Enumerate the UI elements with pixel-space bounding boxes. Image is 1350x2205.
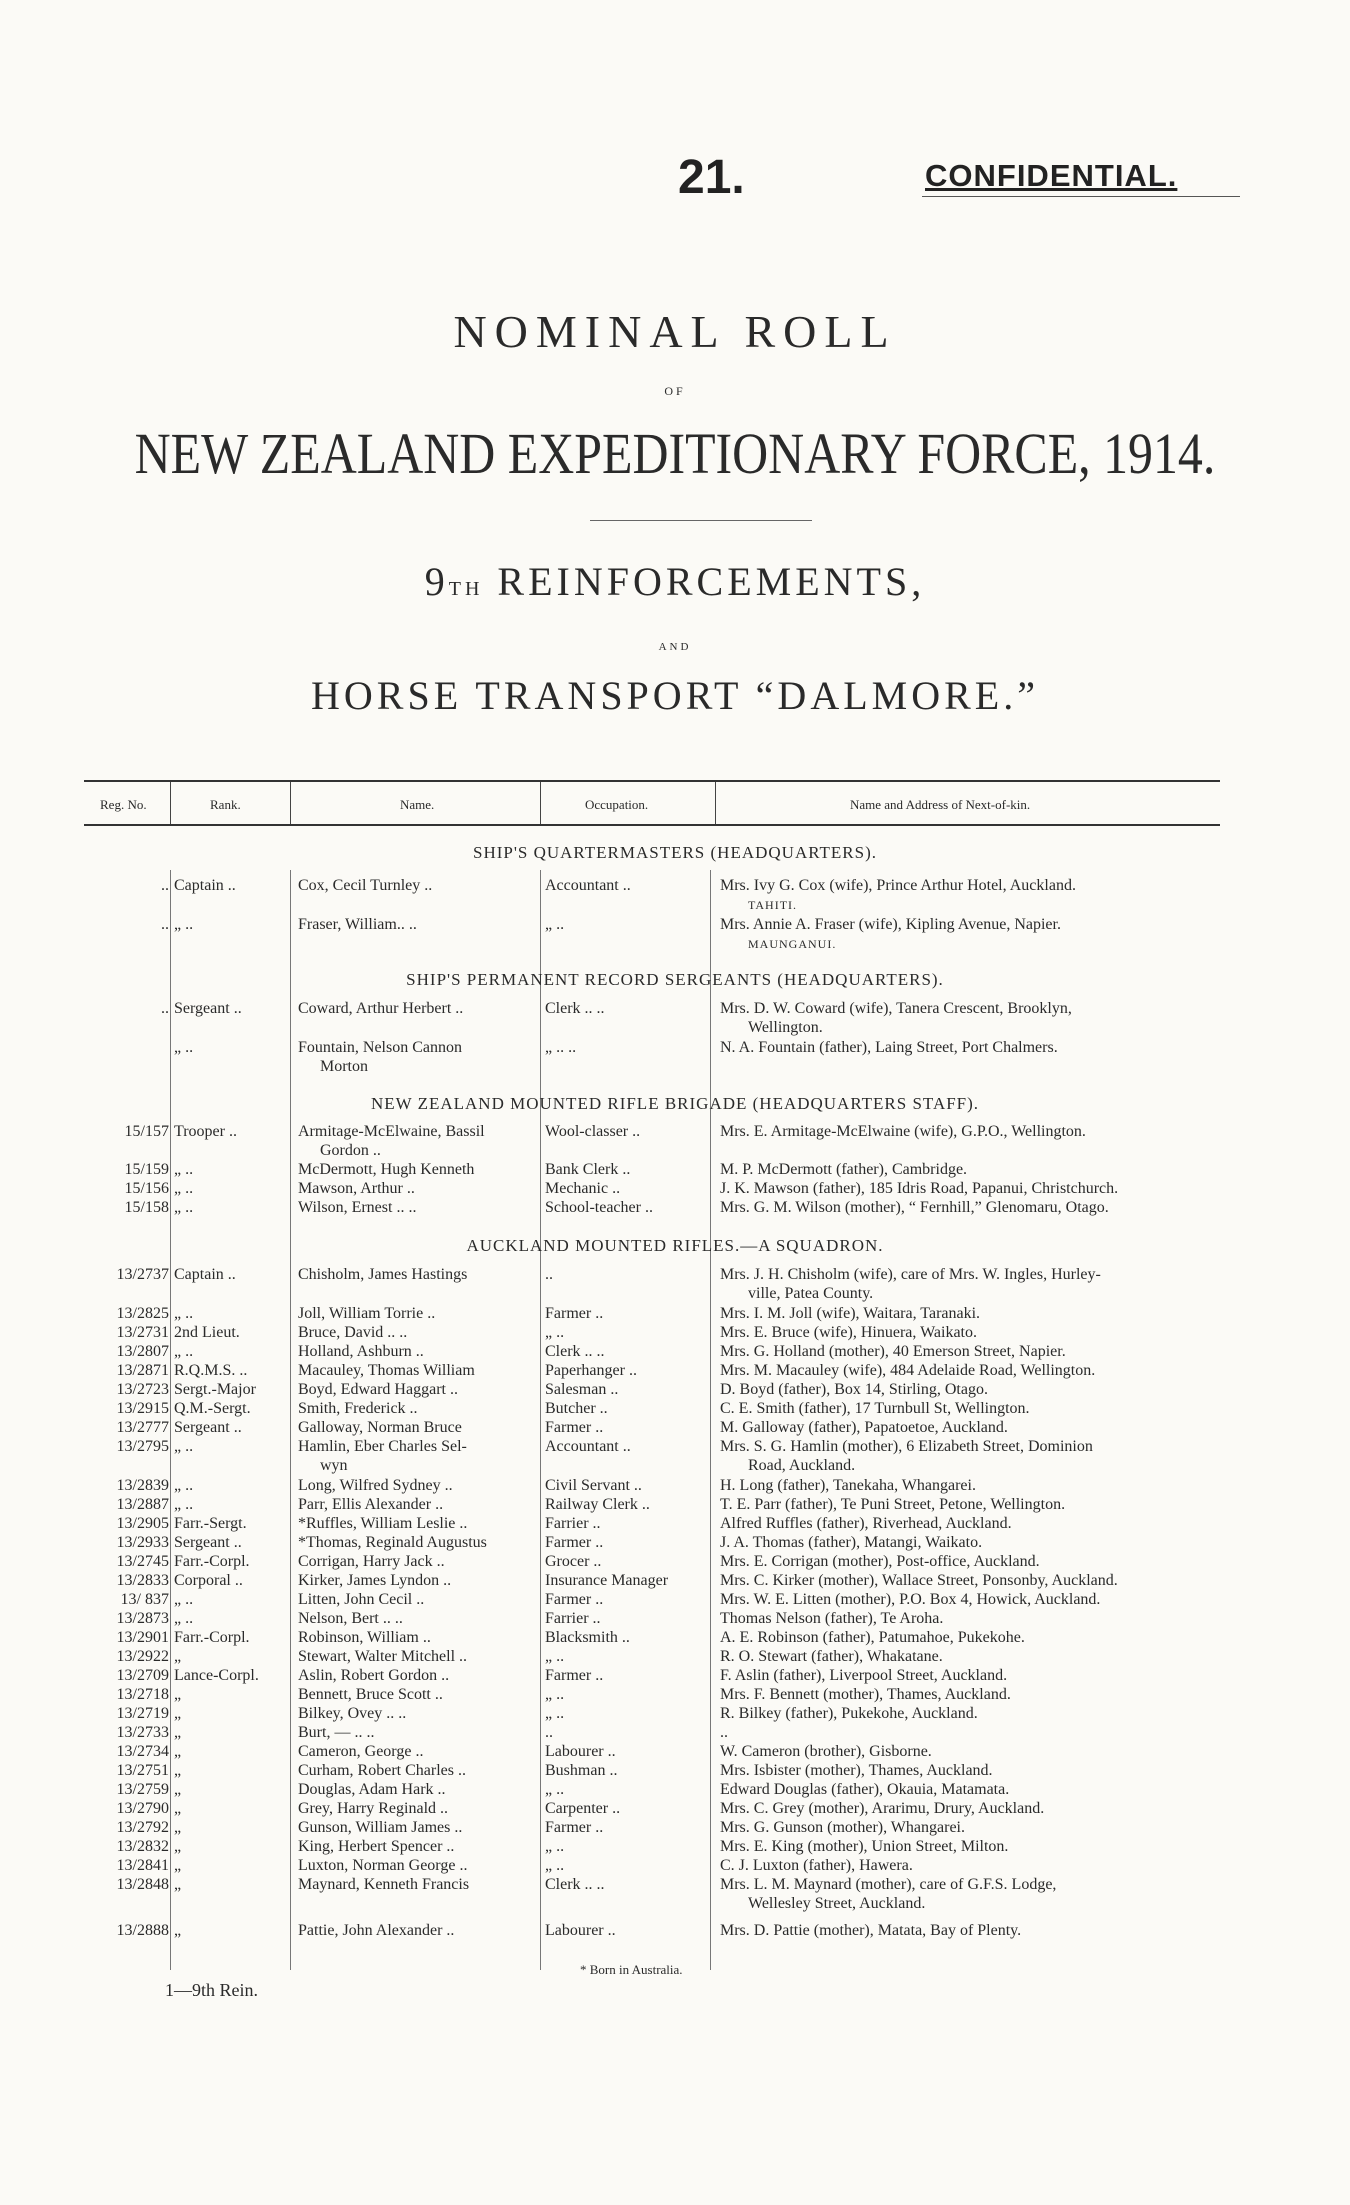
soldier-name: Luxton, Norman George .. [298,1857,468,1874]
soldier-name: Gunson, William James .. [298,1819,463,1836]
rank: „ .. [174,1477,194,1494]
table-row [0,1780,1350,1800]
rank: „ [174,1705,182,1722]
next-of-kin: Mrs. Annie A. Fraser (wife), Kipling Avenue, Napier. [720,916,1061,933]
occupation: Railway Clerk .. [545,1496,650,1513]
rank: „ [174,1800,182,1817]
occupation: Mechanic .. [545,1180,621,1197]
next-of-kin: Mrs. Ivy G. Cox (wife), Prince Arthur Hotel, Auckland. [720,877,1076,894]
table-row [0,1666,1350,1686]
occupation: „ .. [545,1838,565,1855]
table-row [0,1380,1350,1400]
next-of-kin: Mrs. Isbister (mother), Thames, Auckland. [720,1762,993,1779]
reg-no: 13/ 837 [120,1591,169,1608]
occupation: Paperhanger .. [545,1362,637,1379]
soldier-name: Corrigan, Harry Jack .. [298,1553,445,1570]
reg-no: 15/158 [124,1199,169,1216]
rank: „ [174,1819,182,1836]
soldier-name: Nelson, Bert .. .. [298,1610,403,1627]
page-number: 21. [678,151,745,204]
header-occupation: Occupation. [585,797,649,812]
reg-no: 13/2871 [116,1362,169,1379]
next-of-kin: M. P. McDermott (father), Cambridge. [720,1161,968,1178]
rank: „ [174,1781,182,1798]
rank: „ [174,1743,182,1760]
reg-no: 13/2833 [116,1572,169,1589]
rank: „ [174,1686,182,1703]
next-of-kin: R. O. Stewart (father), Whakatane. [720,1648,943,1665]
confidential-rule [922,196,1240,197]
ship-name: MAUNGANUI. [748,937,837,951]
rank: R.Q.M.S. .. [174,1362,248,1379]
occupation: Farmer .. [545,1819,604,1836]
table-row [0,915,1350,935]
occupation: Accountant .. [545,1438,631,1455]
soldier-name: Boyd, Edward Haggart .. [298,1381,458,1398]
next-of-kin: Mrs. C. Kirker (mother), Wallace Street, Ponsonby, Auckland. [720,1572,1118,1589]
next-of-kin: Mrs. E. King (mother), Union Street, Milton. [720,1838,1009,1855]
soldier-name: Smith, Frederick .. [298,1400,418,1417]
soldier-name-continued: Morton [320,1058,368,1075]
occupation: Clerk .. .. [545,1343,605,1360]
reg-no: 13/2807 [116,1343,169,1360]
reg-no: 13/2795 [116,1438,169,1455]
occupation: Bushman .. [545,1762,618,1779]
soldier-name: *Ruffles, William Leslie .. [298,1515,468,1532]
next-of-kin: Mrs. C. Grey (mother), Ararimu, Drury, Auckland. [720,1800,1045,1817]
next-of-kin: Edward Douglas (father), Okauia, Matamata. [720,1781,1010,1798]
rank: Trooper .. [174,1123,237,1140]
table-row [0,1590,1350,1610]
reg-no: 15/156 [124,1180,169,1197]
reg-no: 13/2745 [116,1553,169,1570]
reg-no: 13/2718 [116,1686,169,1703]
table-header-top-rule [84,780,1220,782]
occupation: Farrier .. [545,1515,601,1532]
soldier-name: Bennett, Bruce Scott .. [298,1686,443,1703]
rank: „ .. [174,1496,194,1513]
title-and: AND [658,641,692,653]
occupation: Blacksmith .. [545,1629,630,1646]
table-row [0,1399,1350,1419]
next-of-kin: Mrs. M. Macauley (wife), 484 Adelaide Road, Wellington. [720,1362,1096,1379]
rank: Lance-Corpl. [174,1667,259,1684]
table-row [0,1818,1350,1838]
occupation: Clerk .. .. [545,1876,605,1893]
title-divider [590,520,812,521]
reg-no: 13/2873 [116,1610,169,1627]
occupation: Salesman .. [545,1381,619,1398]
rank: Q.M.-Sergt. [174,1400,251,1417]
occupation: Farmer .. [545,1419,604,1436]
reg-no: 15/157 [124,1123,169,1140]
rank: Sergt.-Major [174,1381,256,1398]
section-title: SHIP'S QUARTERMASTERS (HEADQUARTERS). [472,843,878,862]
title-reinforcements-suffix: TH [448,578,484,600]
occupation: School-teacher .. [545,1199,653,1216]
next-of-kin: T. E. Parr (father), Te Puni Street, Petone, Wellington. [720,1496,1066,1513]
soldier-name-continued: wyn [320,1457,348,1474]
occupation: Butcher .. [545,1400,608,1417]
rank: „ .. [174,916,194,933]
next-of-kin: J. K. Mawson (father), 185 Idris Road, Papanui, Christchurch. [720,1180,1119,1197]
occupation: Labourer .. [545,1922,616,1939]
reg-no: 13/2915 [116,1400,169,1417]
soldier-name: Mawson, Arthur .. [298,1180,415,1197]
soldier-name: *Thomas, Reginald Augustus [298,1534,487,1551]
title-horse-transport: HORSE TRANSPORT “DALMORE.” [311,673,1039,718]
next-of-kin: Mrs. W. E. Litten (mother), P.O. Box 4, Howick, Auckland. [720,1591,1101,1608]
soldier-name: Grey, Harry Reginald .. [298,1800,449,1817]
table-row [0,1038,1350,1058]
next-of-kin: Mrs. L. M. Maynard (mother), care of G.F.S. Lodge, [720,1876,1057,1893]
occupation: Clerk .. .. [545,1000,605,1017]
next-of-kin: F. Aslin (father), Liverpool Street, Auckland. [720,1667,1008,1684]
table-row [0,1179,1350,1199]
title-reinforcements-number: 9 [424,559,449,604]
table-row [0,1476,1350,1496]
next-of-kin: Mrs. J. H. Chisholm (wife), care of Mrs. W. Ingles, Hurley- [720,1266,1101,1283]
rank: „ .. [174,1305,194,1322]
table-row [0,1160,1350,1180]
occupation: „ .. [545,1648,565,1665]
occupation: Farmer .. [545,1667,604,1684]
reg-no: 13/2790 [116,1800,169,1817]
rank: 2nd Lieut. [174,1324,240,1341]
table-row [0,1437,1350,1457]
reg-no: .. [161,877,169,894]
table-row [0,1198,1350,1218]
table-row [0,1265,1350,1285]
reg-no: 13/2751 [116,1762,169,1779]
occupation: Accountant .. [545,877,631,894]
rank: „ .. [174,1438,194,1455]
next-of-kin-continued: ville, Patea County. [748,1285,874,1302]
next-of-kin: Alfred Ruffles (father), Riverhead, Auckland. [720,1515,1012,1532]
soldier-name: Fountain, Nelson Cannon [298,1039,462,1056]
title-reinforcements-text: REINFORCEMENTS, [497,559,926,604]
header-separator [540,782,541,824]
table-row [0,1761,1350,1781]
rank: „ .. [174,1591,194,1608]
next-of-kin-continued: Wellesley Street, Auckland. [748,1895,926,1912]
header-separator [170,782,171,824]
occupation: „ .. [545,916,565,933]
next-of-kin: J. A. Thomas (father), Matangi, Waikato. [720,1534,983,1551]
rank: „ .. [174,1610,194,1627]
occupation: „ .. [545,1781,565,1798]
table-row [0,1628,1350,1648]
footer-signature: 1—9th Rein. [165,1980,258,2000]
reg-no: 13/2922 [116,1648,169,1665]
table-row [0,1921,1350,1941]
next-of-kin: D. Boyd (father), Box 14, Stirling, Otago. [720,1381,988,1398]
next-of-kin: Mrs. D. Pattie (mother), Matata, Bay of Plenty. [720,1922,1022,1939]
confidential-label: CONFIDENTIAL. [925,158,1178,193]
occupation: „ .. [545,1324,565,1341]
table-row [0,1704,1350,1724]
reg-no: .. [161,1000,169,1017]
table-row [0,1647,1350,1667]
soldier-name: McDermott, Hugh Kenneth [298,1161,475,1178]
reg-no: .. [161,916,169,933]
occupation: „ .. [545,1705,565,1722]
table-row [0,1742,1350,1762]
reg-no: 13/2737 [116,1266,169,1283]
next-of-kin: A. E. Robinson (father), Patumahoe, Pukekohe. [720,1629,1025,1646]
rank: „ [174,1648,182,1665]
next-of-kin: Mrs. G. Holland (mother), 40 Emerson Street, Napier. [720,1343,1066,1360]
table-row [0,1856,1350,1876]
soldier-name: Hamlin, Eber Charles Sel- [298,1438,467,1455]
reg-no: 13/2734 [116,1743,169,1760]
occupation: Farmer .. [545,1534,604,1551]
occupation: Carpenter .. [545,1800,621,1817]
table-row [0,1571,1350,1591]
next-of-kin: H. Long (father), Tanekaha, Whangarei. [720,1477,976,1494]
reg-no: 13/2848 [116,1876,169,1893]
footnote: * Born in Australia. [580,1962,683,1977]
soldier-name: Fraser, William.. .. [298,916,417,933]
rank: Captain .. [174,877,236,894]
reg-no: 13/2901 [116,1629,169,1646]
reg-no: 13/2825 [116,1305,169,1322]
occupation: „ .. [545,1686,565,1703]
occupation: Wool-classer .. [545,1123,641,1140]
soldier-name: Aslin, Robert Gordon .. [298,1667,450,1684]
next-of-kin: Mrs. G. Gunson (mother), Whangarei. [720,1819,965,1836]
reg-no: 15/159 [124,1161,169,1178]
soldier-name: Armitage-McElwaine, Bassil [298,1123,485,1140]
reg-no: 13/2832 [116,1838,169,1855]
table-row [0,1875,1350,1895]
header-rank: Rank. [210,797,241,812]
next-of-kin: N. A. Fountain (father), Laing Street, Port Chalmers. [720,1039,1058,1056]
soldier-name: Cameron, George .. [298,1743,424,1760]
rank: Sergeant .. [174,1000,242,1017]
rank: „ .. [174,1180,194,1197]
soldier-name: Litten, John Cecil .. [298,1591,425,1608]
occupation: „ .. .. [545,1039,577,1056]
occupation: Farmer .. [545,1591,604,1608]
soldier-name: Long, Wilfred Sydney .. [298,1477,453,1494]
soldier-name: Joll, William Torrie .. [298,1305,436,1322]
next-of-kin: M. Galloway (father), Papatoetoe, Auckland. [720,1419,1008,1436]
soldier-name: King, Herbert Spencer .. [298,1838,455,1855]
rank: „ [174,1762,182,1779]
occupation: .. [545,1266,553,1283]
next-of-kin: Mrs. G. M. Wilson (mother), “ Fernhill,” Glenomaru, Otago. [720,1199,1109,1216]
next-of-kin: Mrs. S. G. Hamlin (mother), 6 Elizabeth Street, Dominion [720,1438,1093,1455]
next-of-kin-continued: Wellington. [748,1019,823,1036]
table-row [0,1723,1350,1743]
rank: „ [174,1922,182,1939]
soldier-name-continued: Gordon .. [320,1142,381,1159]
next-of-kin: .. [720,1724,728,1741]
section-title: SHIP'S PERMANENT RECORD SERGEANTS (HEADQUARTERS). [406,970,944,989]
table-row [0,1514,1350,1534]
section-title: AUCKLAND MOUNTED RIFLES.—A SQUADRON. [466,1236,884,1255]
next-of-kin: Mrs. F. Bennett (mother), Thames, Auckland. [720,1686,1011,1703]
soldier-name: Douglas, Adam Hark .. [298,1781,446,1798]
rank: „ .. [174,1161,194,1178]
header-name: Name. [400,797,435,812]
table-row [0,1304,1350,1324]
soldier-name: Burt, — .. .. [298,1724,375,1741]
soldier-name: Pattie, John Alexander .. [298,1922,455,1939]
table-row [0,1609,1350,1629]
next-of-kin: C. E. Smith (father), 17 Turnbull St, Wellington. [720,1400,1030,1417]
table-row [0,1685,1350,1705]
occupation: „ .. [545,1857,565,1874]
table-row [0,1418,1350,1438]
soldier-name: Galloway, Norman Bruce [298,1419,462,1436]
reg-no: 13/2905 [116,1515,169,1532]
next-of-kin: Mrs. I. M. Joll (wife), Waitara, Taranaki. [720,1305,981,1322]
reg-no: 13/2723 [116,1381,169,1398]
title-of: OF [664,384,686,398]
title-force: NEW ZEALAND EXPEDITIONARY FORCE, 1914. [134,421,1216,486]
rank: Sergeant .. [174,1534,242,1551]
next-of-kin: W. Cameron (brother), Gisborne. [720,1743,932,1760]
soldier-name: Robinson, William .. [298,1629,431,1646]
reg-no: 13/2887 [116,1496,169,1513]
soldier-name: Curham, Robert Charles .. [298,1762,466,1779]
header-separator [715,782,716,824]
table-row [0,1533,1350,1553]
reg-no: 13/2792 [116,1819,169,1836]
rank: „ [174,1876,182,1893]
rank: „ [174,1857,182,1874]
reg-no: 13/2733 [116,1724,169,1741]
section-title: NEW ZEALAND MOUNTED RIFLE BRIGADE (HEADQUARTERS STAFF). [370,1094,980,1113]
rank: Sergeant .. [174,1419,242,1436]
occupation: Insurance Manager [545,1572,669,1589]
table-row [0,999,1350,1019]
rank: „ .. [174,1039,194,1056]
rank: Captain .. [174,1266,236,1283]
title-nominal-roll: NOMINAL ROLL [453,306,897,357]
table-row [0,1799,1350,1819]
rank: Farr.-Corpl. [174,1629,250,1646]
soldier-name: Parr, Ellis Alexander .. [298,1496,444,1513]
soldier-name: Macauley, Thomas William [298,1362,475,1379]
soldier-name: Bruce, David .. .. [298,1324,408,1341]
soldier-name: Coward, Arthur Herbert .. [298,1000,464,1017]
table-row [0,1323,1350,1343]
reg-no: 13/2731 [116,1324,169,1341]
next-of-kin: Mrs. E. Armitage-McElwaine (wife), G.P.O., Wellington. [720,1123,1086,1140]
next-of-kin: R. Bilkey (father), Pukekohe, Auckland. [720,1705,978,1722]
reg-no: 13/2841 [116,1857,169,1874]
table-row [0,1122,1350,1142]
rank: „ [174,1724,182,1741]
soldier-name: Wilson, Ernest .. .. [298,1199,417,1216]
table-row [0,1552,1350,1572]
reg-no: 13/2888 [116,1922,169,1939]
occupation: Bank Clerk .. [545,1161,631,1178]
rank: Farr.-Corpl. [174,1553,250,1570]
soldier-name: Cox, Cecil Turnley .. [298,877,433,894]
rank: Farr.-Sergt. [174,1515,247,1532]
rank: Corporal .. [174,1572,243,1589]
reg-no: 13/2839 [116,1477,169,1494]
table-row [0,876,1350,896]
rank: „ .. [174,1343,194,1360]
soldier-name: Holland, Ashburn .. [298,1343,424,1360]
reg-no: 13/2759 [116,1781,169,1798]
next-of-kin: Mrs. D. W. Coward (wife), Tanera Crescent, Brooklyn, [720,1000,1072,1017]
header-next-of-kin: Name and Address of Next-of-kin. [850,797,1031,812]
occupation: Farmer .. [545,1305,604,1322]
next-of-kin: Thomas Nelson (father), Te Aroha. [720,1610,944,1627]
reg-no: 13/2933 [116,1534,169,1551]
table-header-bottom-rule [84,824,1220,826]
table-row [0,1342,1350,1362]
rank: „ .. [174,1199,194,1216]
next-of-kin: Mrs. E. Corrigan (mother), Post-office, Auckland. [720,1553,1040,1570]
soldier-name: Stewart, Walter Mitchell .. [298,1648,468,1665]
reg-no: 13/2777 [116,1419,169,1436]
table-row [0,1837,1350,1857]
occupation: Farrier .. [545,1610,601,1627]
occupation: Civil Servant .. [545,1477,642,1494]
next-of-kin-continued: Road, Auckland. [748,1457,856,1474]
soldier-name: Bilkey, Ovey .. .. [298,1705,407,1722]
ship-name: TAHITI. [748,898,798,912]
occupation: Labourer .. [545,1743,616,1760]
occupation: Grocer .. [545,1553,602,1570]
table-row [0,1495,1350,1515]
reg-no: 13/2719 [116,1705,169,1722]
next-of-kin: Mrs. E. Bruce (wife), Hinuera, Waikato. [720,1324,977,1341]
soldier-name: Chisholm, James Hastings [298,1266,468,1283]
soldier-name: Kirker, James Lyndon .. [298,1572,452,1589]
title-reinforcements [0,558,1350,605]
header-reg-no: Reg. No. [100,797,147,812]
soldier-name: Maynard, Kenneth Francis [298,1876,470,1893]
table-row [0,1361,1350,1381]
header-separator [290,782,291,824]
occupation: .. [545,1724,553,1741]
rank: „ [174,1838,182,1855]
next-of-kin: C. J. Luxton (father), Hawera. [720,1857,913,1874]
reg-no: 13/2709 [116,1667,169,1684]
